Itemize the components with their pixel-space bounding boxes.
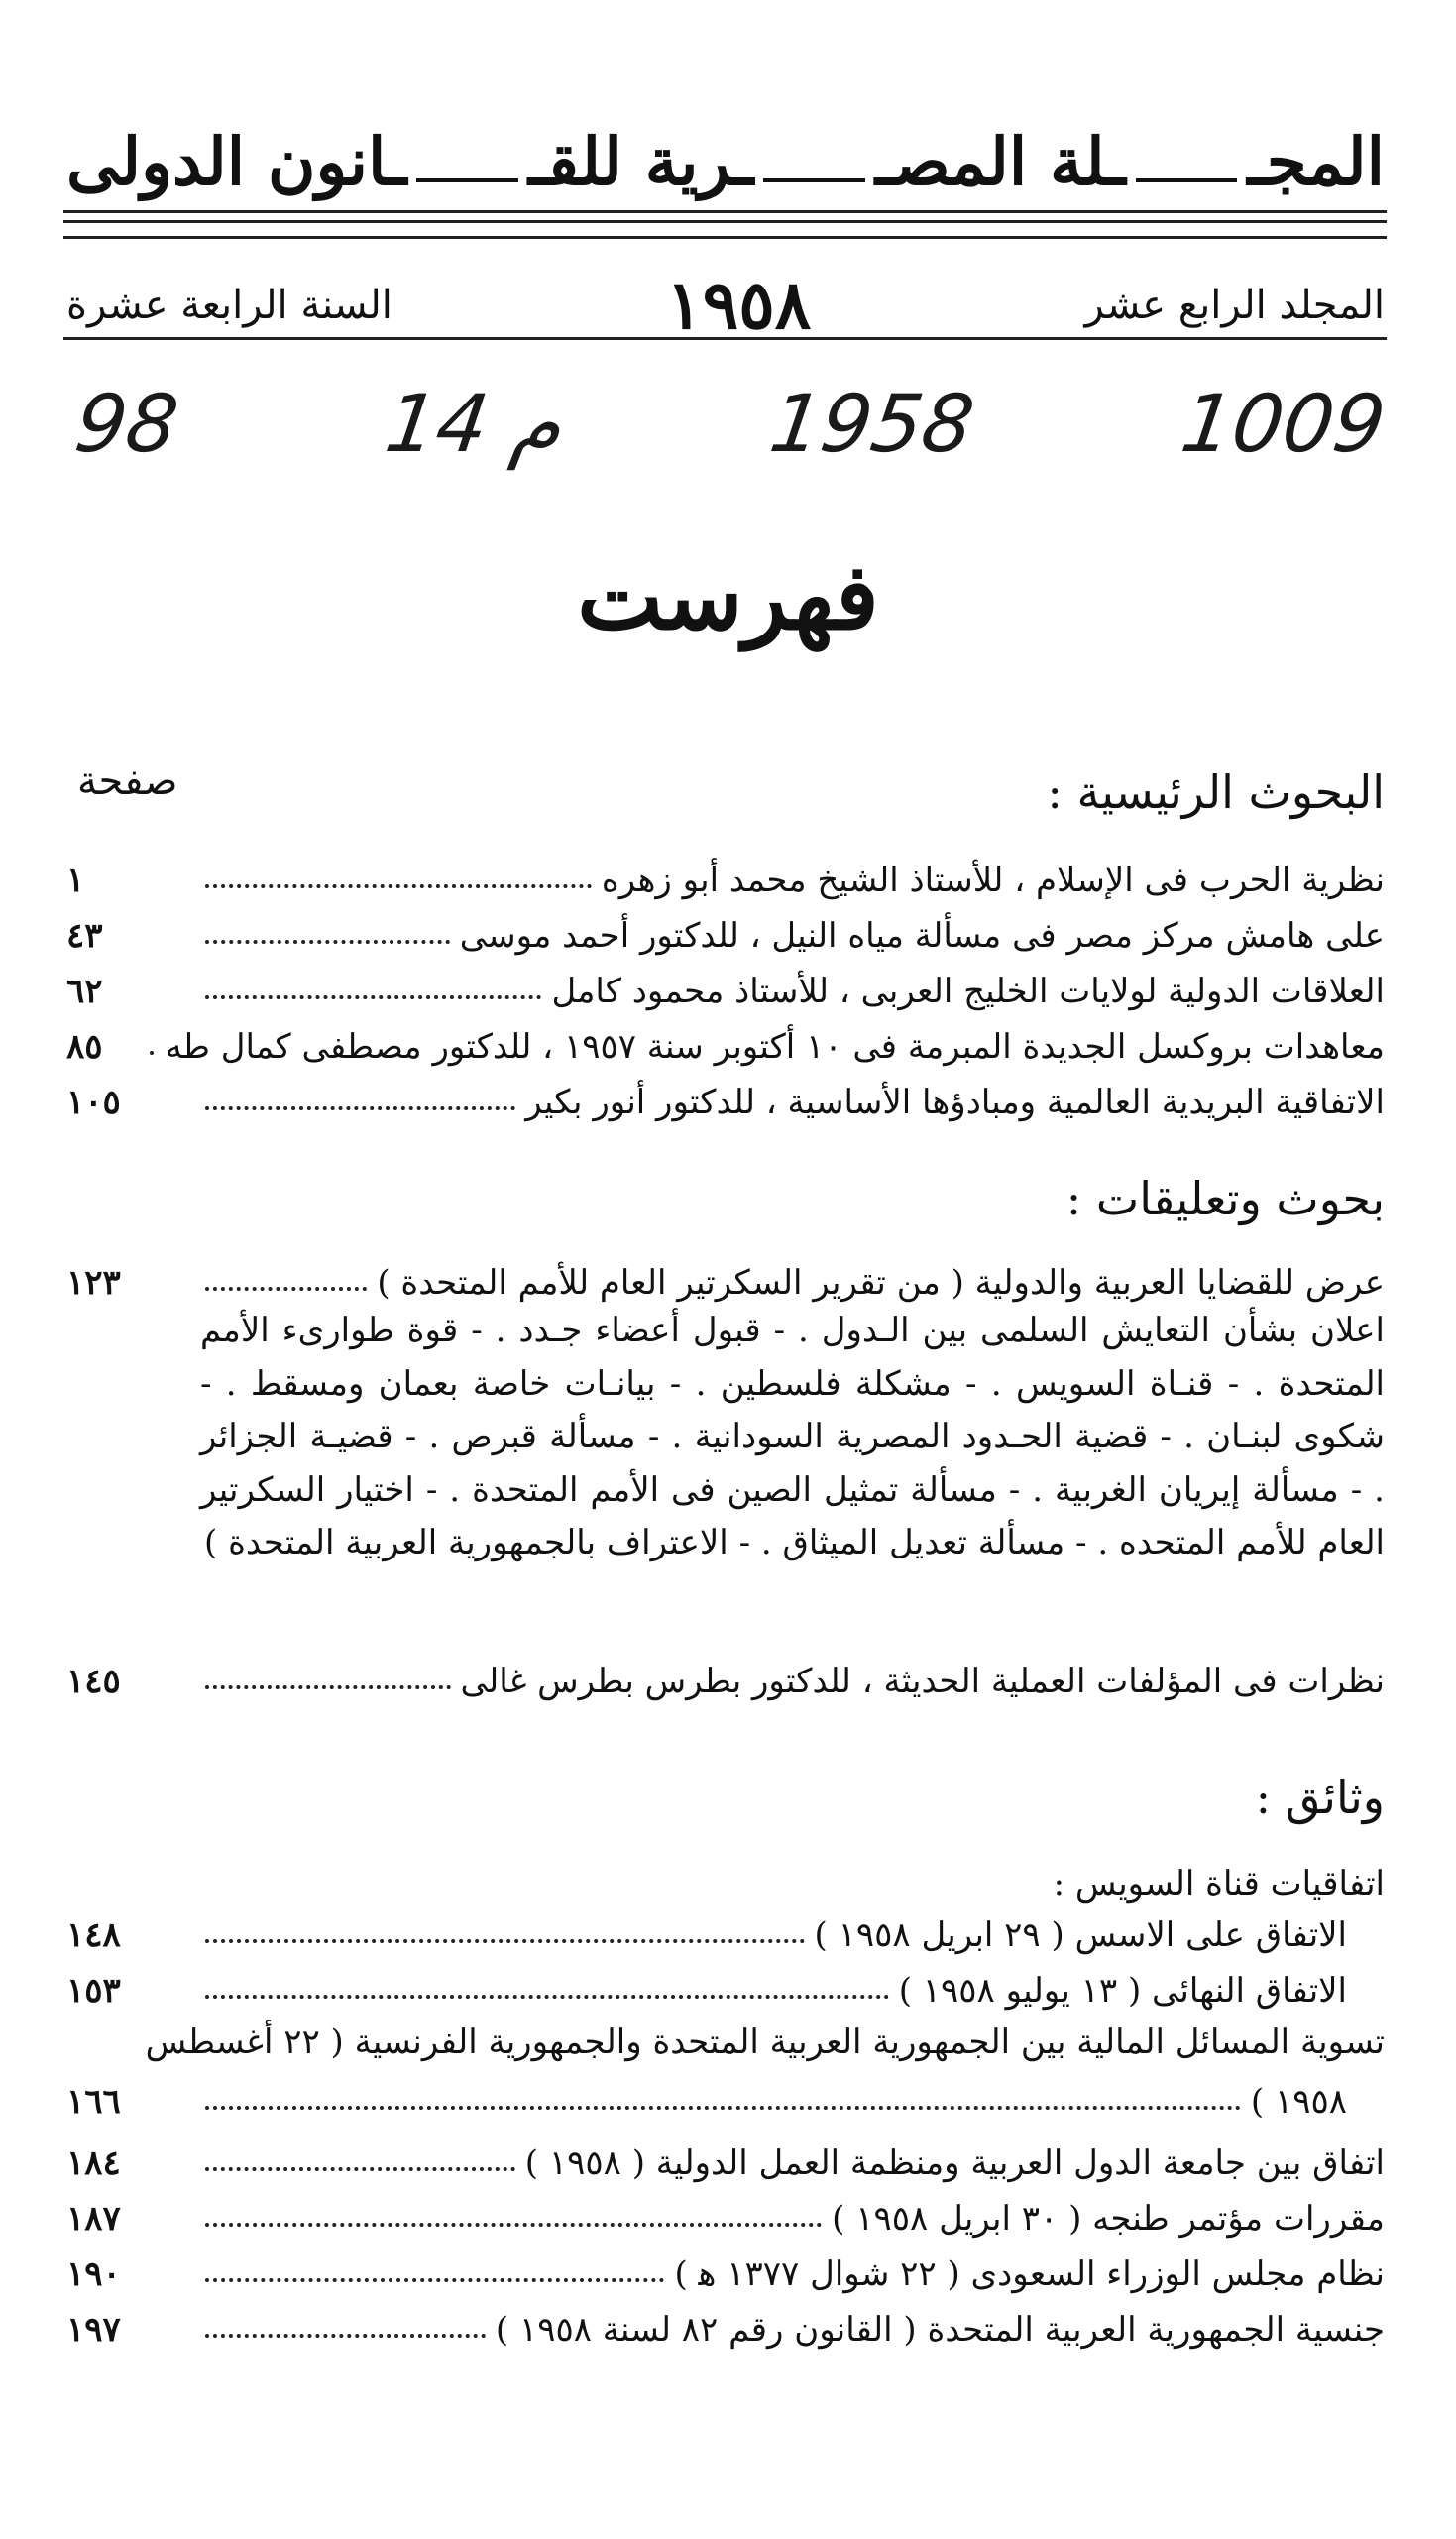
toc-entry[interactable]	[66, 2183, 1385, 2239]
toc-entry-page: ١٨٤	[66, 2143, 121, 2183]
toc-entry-page: ١٤٨	[66, 1915, 121, 1955]
suez-agreements-label: اتفاقيات قناة السويس :	[1053, 1864, 1385, 1904]
dot-leader	[205, 1939, 805, 1943]
toc-entry-title: نظرية الحرب فى الإسلام ، للأستاذ الشيخ محمد أبو زهره	[601, 861, 1385, 900]
header-rule	[63, 236, 1387, 239]
toc-entry[interactable]	[66, 2128, 1385, 2183]
toc-entry-title[interactable]: تسوية المسائل المالية بين الجمهورية العربية المتحدة والجمهورية الفرنسية ( ٢٢ أغسطس	[145, 2022, 1385, 2062]
toc-entry[interactable]	[66, 1011, 1385, 1067]
toc-entry-title-continued: ١٩٥٨ )	[1250, 2082, 1347, 2122]
toc-entry[interactable]	[66, 1646, 1385, 1701]
dot-leader	[205, 1685, 451, 1689]
journal-title-part-3: ـرية للقـ	[528, 123, 754, 200]
year-number-label: السنة الرابعة عشرة	[66, 283, 392, 328]
dot-leader	[205, 1106, 515, 1110]
toc-entry-page: ١٥٣	[66, 1971, 121, 2011]
toc-entry-page: ١	[66, 861, 85, 900]
toc-entry-page: ١٠٥	[66, 1083, 121, 1122]
toc-entry[interactable]	[66, 1067, 1385, 1122]
journal-title	[66, 117, 1385, 206]
toc-entry-title: جنسية الجمهورية العربية المتحدة ( القانون رقم ٨٢ لسنة ١٩٥٨ )	[495, 2310, 1385, 2350]
toc-entry-page: ١٨٧	[66, 2199, 121, 2239]
section-heading-documents: وثائق :	[1255, 1771, 1385, 1824]
volume-year-line	[66, 266, 1385, 345]
toc-entry[interactable]	[66, 2239, 1385, 2294]
toc-entry-title: اتفاق بين جامعة الدول العربية ومنظمة العمل الدولية ( ١٩٥٨ )	[524, 2143, 1385, 2183]
toc-entry-title: نظرات فى المؤلفات العملية الحديثة ، للدكتور بطرس بطرس غالى	[460, 1662, 1385, 1701]
toc-entry-title: عرض للقضايا العربية والدولية ( من تقرير السكرتير العام للأمم المتحدة )	[377, 1263, 1385, 1303]
toc-entry-page: ١٩٧	[66, 2310, 121, 2350]
toc-entry-title: على هامش مركز مصر فى مسألة مياه النيل ، للدكتور أحمد موسى	[459, 916, 1385, 956]
dot-leader	[205, 2167, 515, 2171]
journal-title-part-1: المجـ	[1247, 123, 1385, 200]
toc-entry-page: ٨٥	[66, 1027, 103, 1067]
toc-entry-title: العلاقات الدولية لولايات الخليج العربى ، للأستاذ محمود كامل	[551, 972, 1385, 1011]
handwritten-number: 1958	[764, 377, 980, 470]
title-stretch-line	[763, 178, 865, 182]
journal-title-part-2: ـلة المصـ	[875, 123, 1126, 200]
section-heading-research-comments: بحوث وتعليقات :	[1065, 1172, 1385, 1225]
dot-leader	[205, 940, 450, 944]
toc-entry[interactable]	[66, 2066, 1347, 2122]
handwritten-number: 98	[69, 377, 184, 470]
toc-entry[interactable]	[66, 956, 1385, 1011]
dot-leader	[205, 2106, 1241, 2110]
handwritten-number: 14 م	[380, 377, 569, 470]
header-rule	[63, 337, 1387, 340]
toc-entry-page: ١٦٦	[66, 2082, 121, 2122]
title-stretch-line	[416, 178, 518, 182]
toc-entry[interactable]	[66, 900, 1385, 956]
toc-entry-title: الاتفاق على الاسس ( ٢٩ ابريل ١٩٥٨ )	[814, 1915, 1347, 1955]
volume-label: المجلد الرابع عشر	[1084, 283, 1385, 328]
title-stretch-line	[1136, 178, 1238, 182]
dot-leader	[205, 1995, 889, 1999]
dot-leader	[205, 2334, 486, 2338]
toc-entry-title: الاتفاقية البريدية العالمية ومبادؤها الأساسية ، للدكتور أنور بكير	[525, 1083, 1385, 1122]
index-title: فهرست	[577, 543, 879, 650]
toc-entry-title: مقررات مؤتمر طنجه ( ٣٠ ابريل ١٩٥٨ )	[832, 2199, 1385, 2239]
dot-leader	[205, 884, 592, 888]
dot-leader	[205, 995, 541, 999]
handwritten-notes	[69, 369, 1392, 478]
toc-entry[interactable]	[66, 1955, 1347, 2011]
toc-entry-page: ٤٣	[66, 916, 103, 956]
toc-entry[interactable]	[66, 1900, 1347, 1955]
section-heading-main-research: البحوث الرئيسية :	[1047, 765, 1385, 819]
dot-leader	[205, 1287, 367, 1291]
toc-entry-page: ١٤٥	[66, 1662, 121, 1701]
journal-title-part-4: ـانون الدولى	[65, 123, 407, 200]
header-rule	[63, 210, 1387, 213]
toc-entry-title: نظام مجلس الوزراء السعودى ( ٢٢ شوال ١٣٧٧ ﻫ )	[674, 2254, 1385, 2294]
header-rule	[63, 220, 1387, 223]
toc-entry-page: ١٢٣	[66, 1263, 121, 1303]
dot-leader	[150, 1051, 156, 1055]
dot-leader	[205, 2223, 822, 2227]
toc-entry-page: ١٩٠	[66, 2254, 121, 2294]
toc-entry-page: ٦٢	[66, 972, 103, 1011]
toc-entry[interactable]	[66, 845, 1385, 900]
toc-entry-detail: اعلان بشأن التعايش السلمى بين الـدول . - قبول أعضاء جـدد . - قوة طوارىء الأمم المتحدة . - قنـاة السويس . - مشكلة فلسطين . - بيانـات خاصة بعمان ومسقط . - شكوى لبنـان . - قضية الحـدود المصرية السودانية . - مسألة قبرص . - قضيـة الجزائر . - مسألة إيريان الغربية . - مسألة تمثيل الصين فى الأمم المتحدة . - اختيار السكرتير العام للأمم المتحده . - مسألة تعديل الميثاق . - الاعتراف بالجمهورية العربية المتحدة )	[200, 1311, 1385, 1562]
toc-entry-title: معاهدات بروكسل الجديدة المبرمة فى ١٠ أكتوبر سنة ١٩٥٧ ، للدكتور مصطفى كمال طه	[165, 1027, 1385, 1067]
page-column-label: صفحة	[77, 758, 178, 804]
dot-leader	[205, 2278, 664, 2282]
toc-entry[interactable]	[66, 1247, 1385, 1303]
year: ١٩٥٨	[666, 266, 812, 345]
handwritten-number: 1009	[1176, 377, 1392, 470]
toc-entry-title: الاتفاق النهائى ( ١٣ يوليو ١٩٥٨ )	[898, 1971, 1347, 2011]
toc-entry[interactable]	[66, 2294, 1385, 2350]
